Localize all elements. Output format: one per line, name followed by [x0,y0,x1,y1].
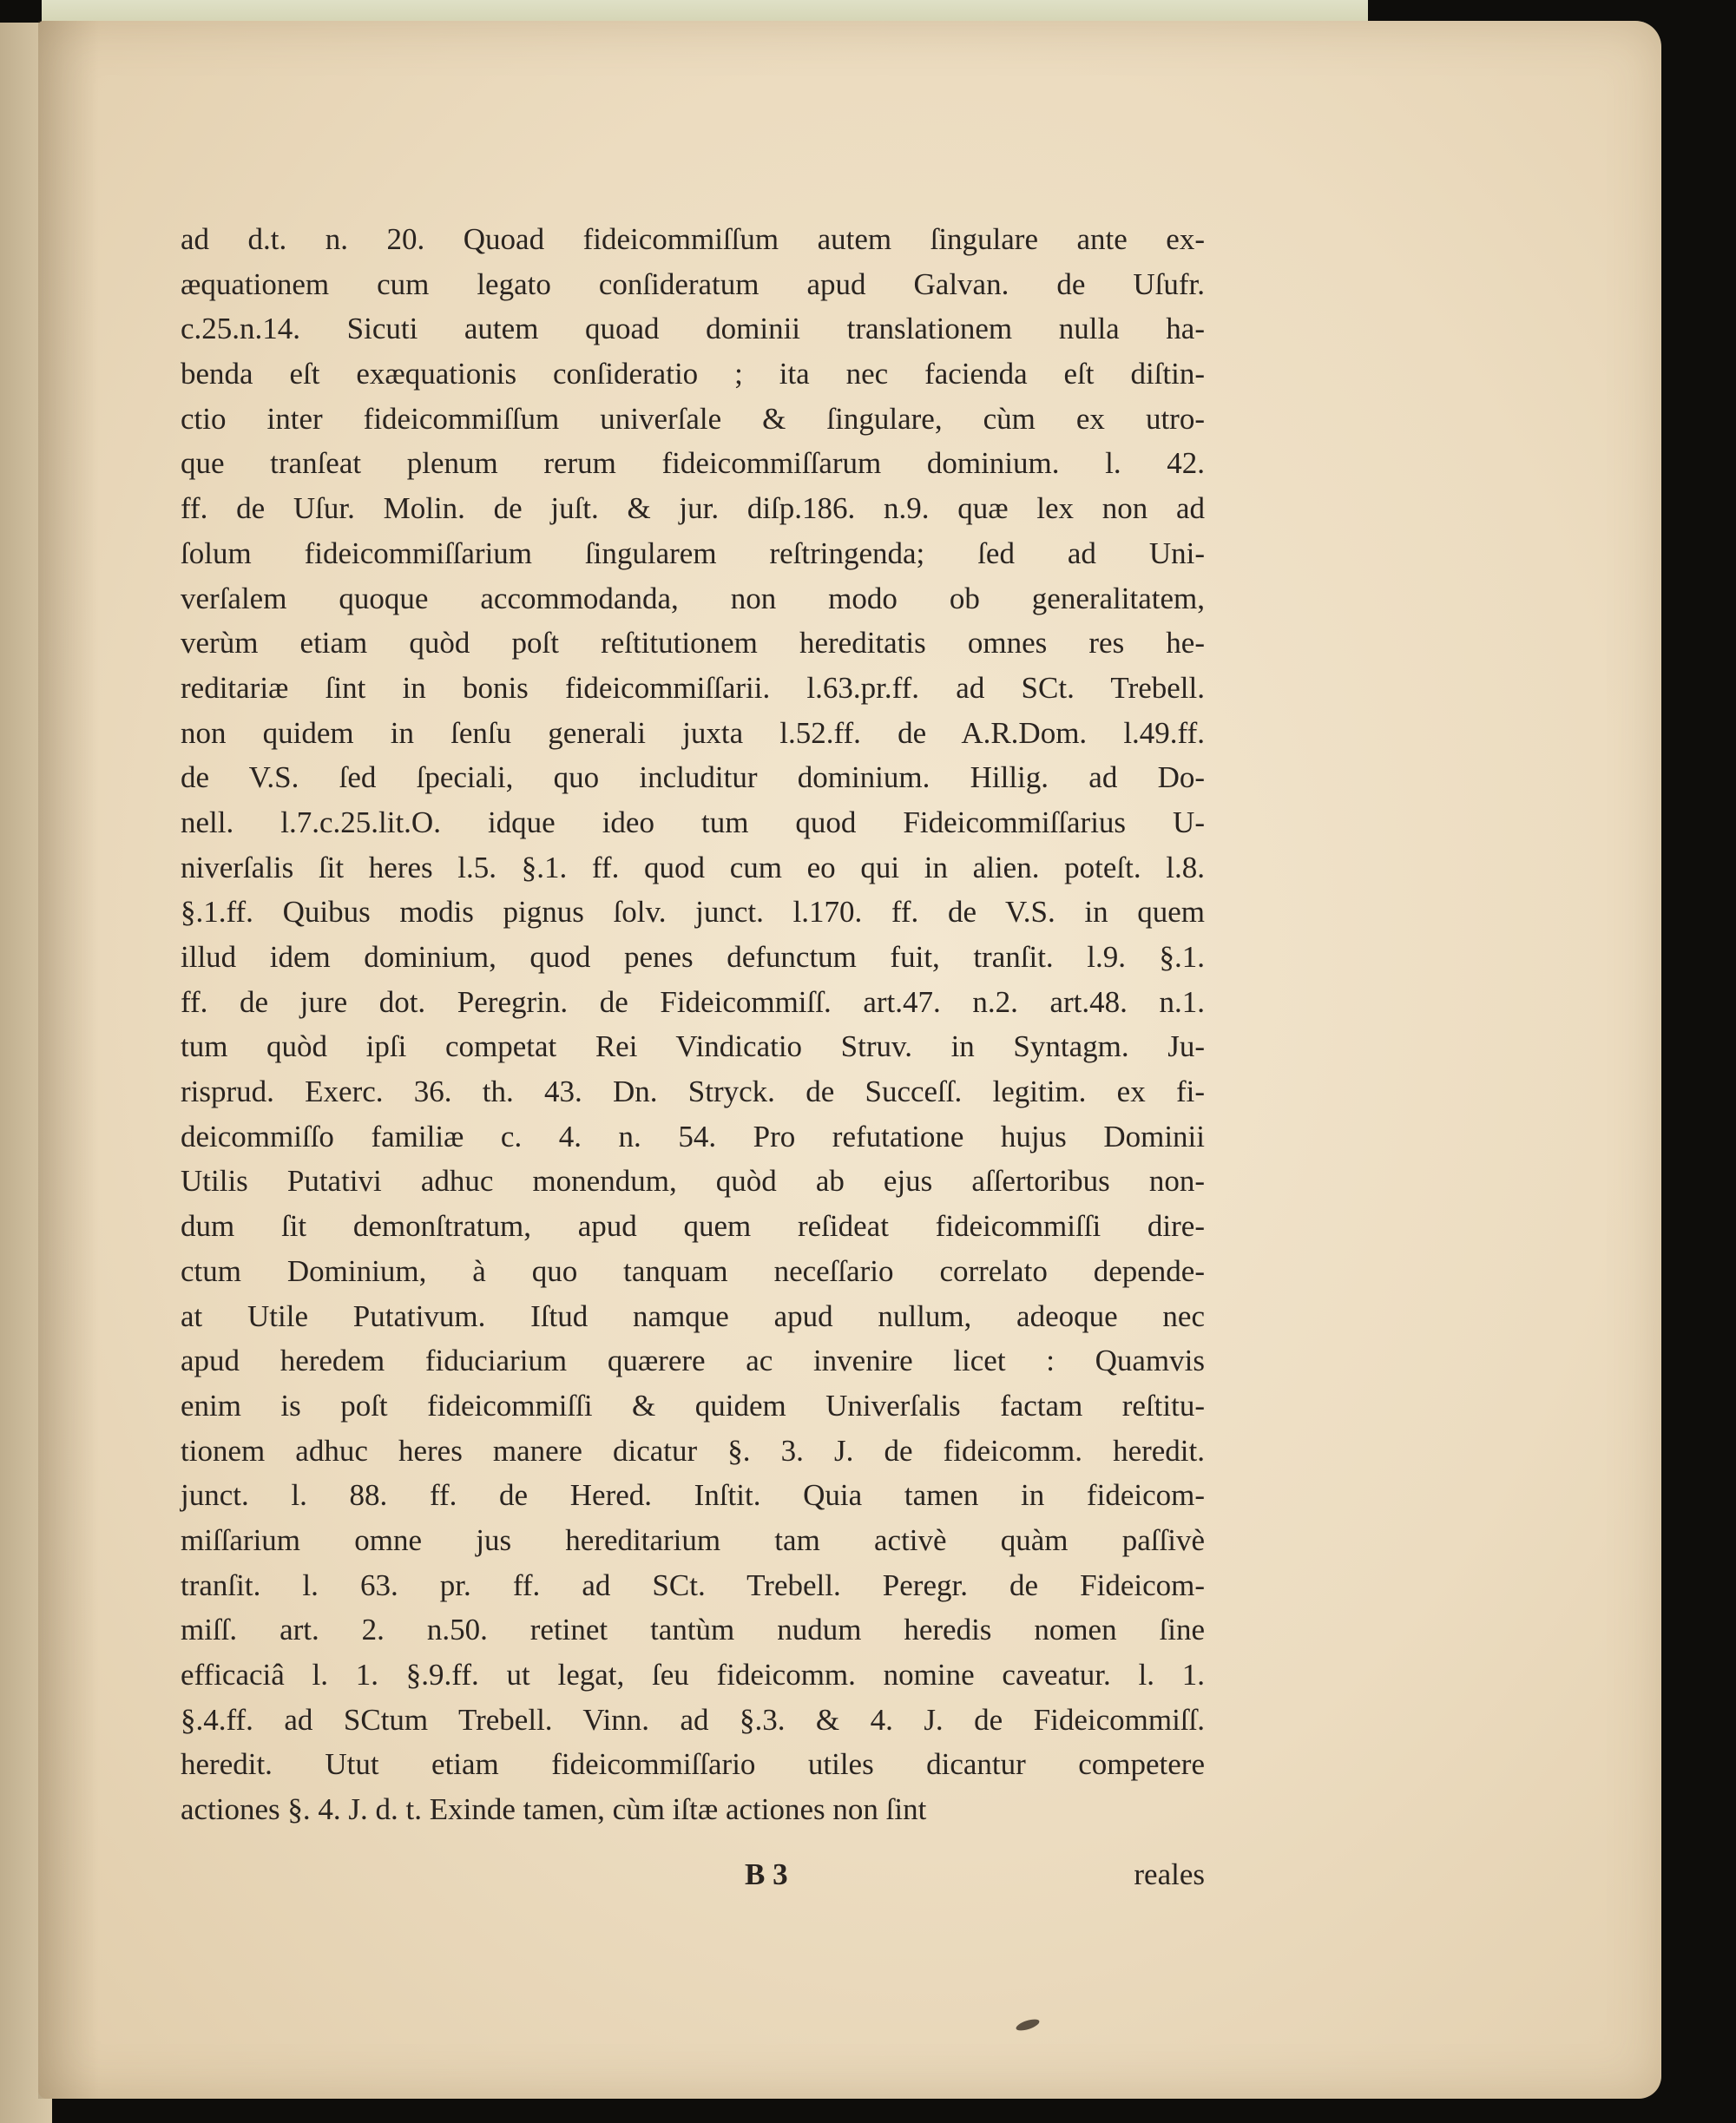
text-line: reditariæ ſint in bonis fideicommiſſarii. l.63.pr.ff. ad SCt. Trebell. [181,670,1205,705]
text-line: tum quòd ipſi competat Rei Vindicatio Struv. in Syntagm. Ju- [181,1029,1205,1064]
text-line: verùm etiam quòd poſt reſtitutionem hereditatis omnes res he- [181,626,1205,661]
text-line: heredit. Utut etiam fideicommiſſario utiles dicantur competere [181,1747,1205,1782]
text-line: risprud. Exerc. 36. th. 43. Dn. Stryck. de Succeſſ. legitim. ex fi- [181,1075,1205,1109]
text-line: efficaciâ l. 1. §.9.ff. ut legat, ſeu fideicomm. nomine caveatur. l. 1. [181,1658,1205,1692]
text-line: de V.S. ſed ſpeciali, quo includitur dominium. Hillig. ad Do- [181,760,1205,795]
text-line: c.25.n.14. Sicuti autem quoad dominii translationem nulla ha- [181,312,1205,346]
text-line: tionem adhuc heres manere dicatur §. 3. J. de fideicomm. heredit. [181,1433,1205,1468]
text-line: niverſalis ſit heres l.5. §.1. ff. quod cum eo qui in alien. poteſt. l.8. [181,850,1205,884]
text-line: dum ſit demonſtratum, apud quem reſideat fideicommiſſi dire- [181,1209,1205,1244]
text-line: enim is poſt fideicommiſſi & quidem Univerſalis factam reſtitu- [181,1388,1205,1423]
signature-mark: B 3 [745,1857,788,1891]
text-line: ff. de Uſur. Molin. de juſt. & jur. diſp.186. n.9. quæ lex non ad [181,491,1205,526]
text-line: actiones §. 4. J. d. t. Exinde tamen, cùm iſtæ actiones non ſint [181,1792,927,1827]
text-line: que tranſeat plenum rerum fideicommiſſarum dominium. l. 42. [181,446,1205,481]
text-line: junct. l. 88. ff. de Hered. Inſtit. Quia tamen in fideicom- [181,1478,1205,1513]
text-line: miſſ. art. 2. n.50. retinet tantùm nudum heredis nomen ſine [181,1613,1205,1647]
text-line: ad d.t. n. 20. Quoad fideicommiſſum autem ſingulare ante ex- [181,222,1205,256]
text-line: ctio inter fideicommiſſum univerſale & ſingulare, cùm ex utro- [181,401,1205,436]
text-line: non quidem in ſenſu generali juxta l.52.ff. de A.R.Dom. l.49.ff. [181,715,1205,750]
text-line: tranſit. l. 63. pr. ff. ad SCt. Trebell. Peregr. de Fideicom- [181,1568,1205,1602]
text-line: §.1.ff. Quibus modis pignus ſolv. junct. l.170. ff. de V.S. in quem [181,895,1205,930]
body-text [181,217,1205,1832]
page-footer [181,1857,1205,1901]
text-line: at Utile Putativum. Iſtud namque apud nullum, adeoque nec [181,1298,1205,1333]
text-line: deicommiſſo familiæ c. 4. n. 54. Pro refutatione hujus Dominii [181,1119,1205,1154]
text-line: illud idem dominium, quod penes defunctum fuit, tranſit. l.9. §.1. [181,940,1205,974]
text-line: ctum Dominium, à quo tanquam neceſſario correlato depende- [181,1253,1205,1288]
catchword: reales [1134,1857,1205,1891]
text-line: apud heredem fiduciarium quærere ac invenire licet : Quamvis [181,1344,1205,1378]
text-line: nell. l.7.c.25.lit.O. idque ideo tum quod Fideicommiſſarius U- [181,805,1205,839]
text-line: verſalem quoque accommodanda, non modo ob generalitatem, [181,581,1205,615]
gutter-shadow [38,21,99,2099]
text-line: §.4.ff. ad SCtum Trebell. Vinn. ad §.3. & 4. J. de Fideicommiſſ. [181,1702,1205,1737]
text-line: miſſarium omne jus hereditarium tam activè quàm paſſivè [181,1522,1205,1557]
text-line: benda eſt exæquationis conſideratio ; ita nec facienda eſt diſtin- [181,357,1205,391]
text-line: æquationem cum legato conſideratum apud Galvan. de Uſufr. [181,266,1205,301]
text-line: ff. de jure dot. Peregrin. de Fideicommiſſ. art.47. n.2. art.48. n.1. [181,984,1205,1019]
text-line: Utilis Putativi adhuc monendum, quòd ab ejus aſſertoribus non- [181,1164,1205,1199]
text-line: ſolum fideicommiſſarium ſingularem reſtringenda; ſed ad Uni- [181,536,1205,570]
